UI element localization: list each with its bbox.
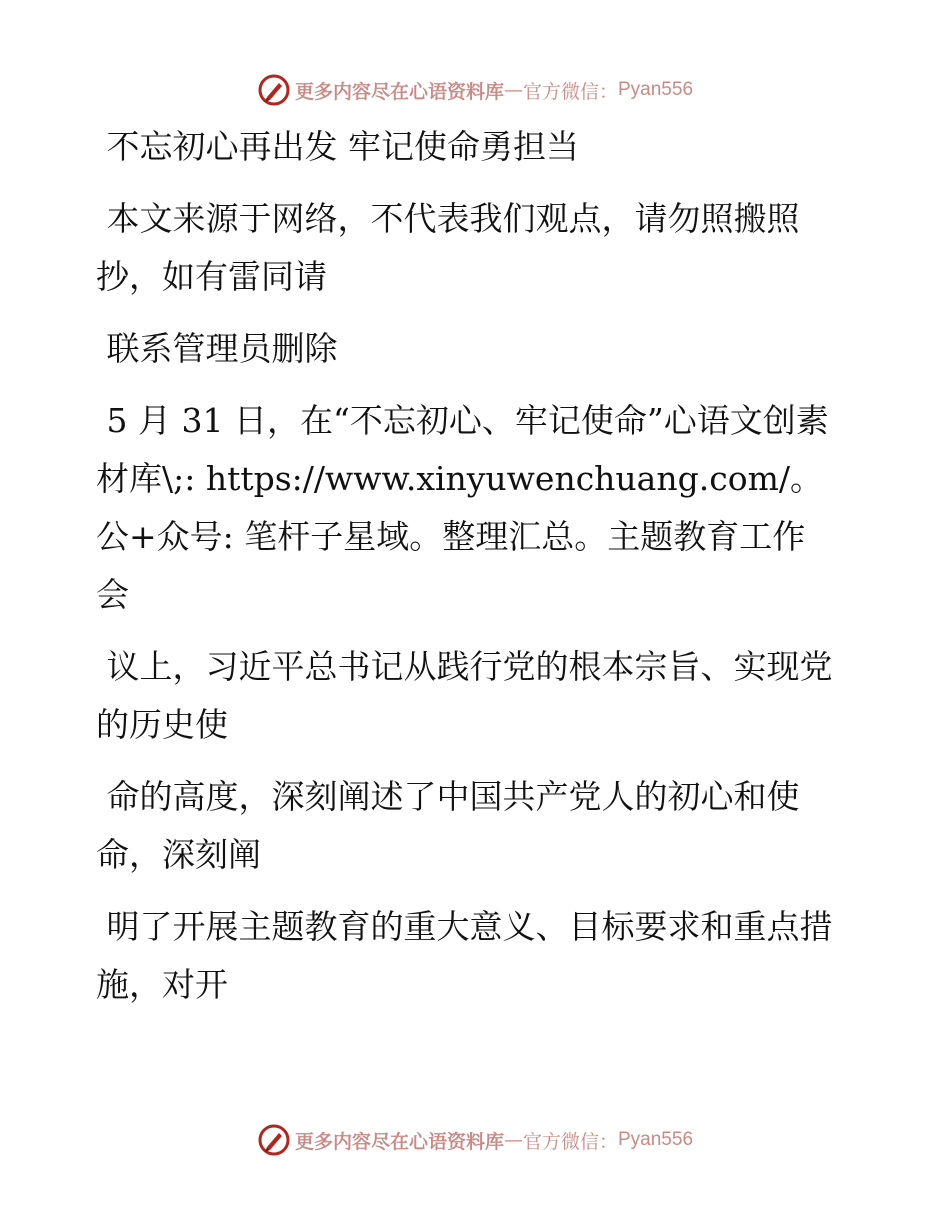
pen-logo-icon: [257, 73, 291, 107]
watermark-contact-id: Pyan556: [618, 1129, 694, 1150]
paragraph: 联系管理员删除: [96, 329, 338, 368]
paragraph: 本文来源于网络，不代表我们观点，请勿照搬照抄，如有雷同请: [96, 199, 800, 296]
watermark-contact-id: Pyan556: [618, 79, 694, 100]
paragraph: 命的高度，深刻阐述了中国共产党人的初心和使命，深刻阐: [96, 777, 800, 874]
watermark-dash: —: [503, 79, 523, 101]
pen-logo-icon: [257, 1123, 291, 1157]
watermark-main-text: 更多内容尽在心语资料库: [294, 80, 504, 103]
paragraph: 5 月 31 日，在“不忘初心、牢记使命”心语文创素材库\;: https://www.xinyuwenchuang.com/。公+众号: 笔杆子星域。整理汇总。主题教育工作会: [96, 401, 829, 614]
watermark-contact-label: 官方微信：: [522, 80, 618, 103]
watermark-main-text: 更多内容尽在心语资料库: [294, 1130, 504, 1153]
watermark-dash: —: [503, 1129, 523, 1151]
document-title: 不忘初心再出发 牢记使命勇担当: [96, 127, 579, 166]
header-watermark: [0, 70, 950, 110]
document-body: [96, 118, 836, 1028]
paragraph: 议上，习近平总书记从践行党的根本宗旨、实现党的历史使: [96, 647, 833, 744]
footer-watermark: [0, 1120, 950, 1160]
watermark-contact-label: 官方微信：: [522, 1130, 618, 1153]
paragraph: 明了开展主题教育的重大意义、目标要求和重点措施，对开: [96, 907, 833, 1004]
